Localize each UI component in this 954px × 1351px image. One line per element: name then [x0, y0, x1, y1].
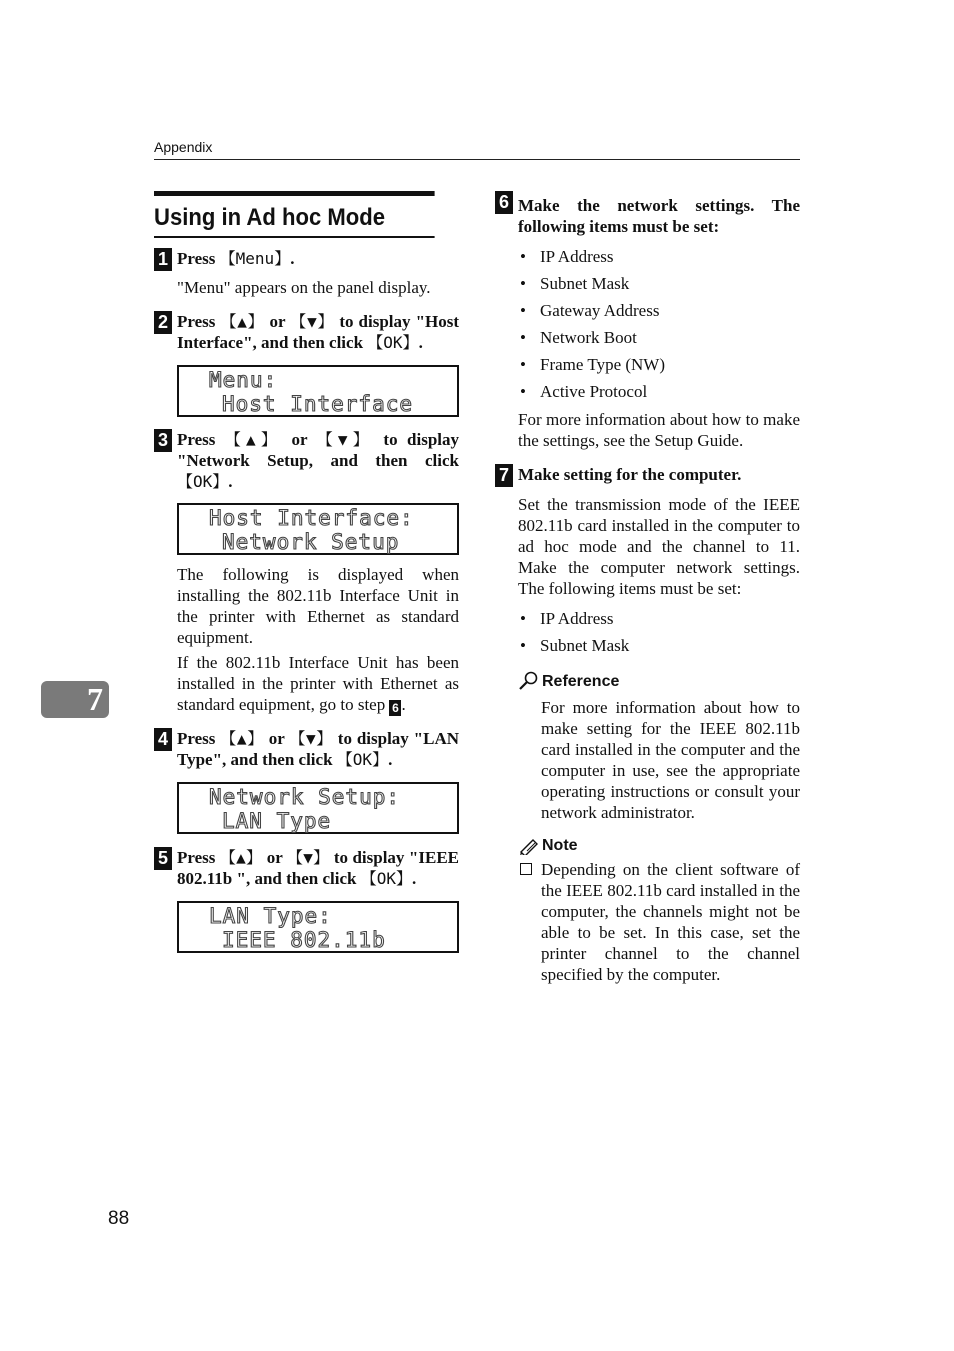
step-body: The following is displayed when installing the 802.11b Interface Unit in the printer with Ethernet as standard equipment. — [177, 565, 459, 647]
chapter-tab: 7 — [41, 681, 109, 718]
lcd-line-2: LAN Type — [222, 809, 332, 833]
lcd-line-1: Network Setup: — [209, 785, 401, 809]
step-1 — [154, 248, 459, 298]
lcd-panel — [177, 782, 459, 834]
reference-body: For more information about how to make setting for the IEEE 802.11b card installed in the computer and the computer in use, see the appropriate operating instructions or consult your network administrator. — [541, 698, 800, 822]
lcd-line-1: Menu: — [209, 368, 278, 392]
step-7 — [495, 464, 800, 985]
step-2 — [154, 311, 459, 417]
step-instruction: Press 【▲】 or 【▼】 to display "Network Setup, and then click 【OK】. — [177, 430, 459, 491]
list-item: • Gateway Address — [518, 297, 800, 324]
step-number: 7 — [495, 464, 513, 487]
left-column — [154, 191, 459, 953]
lcd-line-2: Host Interface — [222, 392, 414, 416]
lcd-line-2: IEEE 802.11b — [222, 928, 386, 952]
down-key: 【▼】 — [286, 848, 330, 867]
lcd-panel — [177, 365, 459, 417]
step-4 — [154, 728, 459, 834]
pencil-icon — [518, 837, 540, 855]
checkbox-icon — [520, 863, 532, 875]
down-key: 【▼】 — [289, 729, 333, 748]
note-item — [518, 859, 800, 985]
note-heading — [518, 837, 800, 855]
down-key: 【▼】 — [290, 312, 335, 331]
down-key: 【▼】 — [316, 430, 374, 449]
reference-heading — [518, 671, 800, 691]
step-number: 5 — [154, 847, 172, 870]
ok-key: 【OK】 — [177, 472, 229, 491]
lcd-line-2: Network Setup — [222, 530, 400, 554]
list-item: • Frame Type (NW) — [518, 351, 800, 378]
step-instruction: Press 【Menu】. — [177, 249, 295, 268]
right-column — [495, 191, 800, 985]
up-key: 【▲】 — [224, 430, 283, 449]
step-body: For more information about how to make the settings, see the Setup Guide. — [518, 410, 800, 450]
step-instruction: Make setting for the computer. — [518, 465, 742, 484]
header-rule — [154, 159, 800, 160]
step-instruction: Make the network settings. The following items must be set: — [518, 196, 800, 236]
step-ref-badge: 6 — [389, 700, 401, 716]
step-number: 2 — [154, 311, 172, 334]
section-title: Using in Ad hoc Mode — [154, 191, 435, 238]
list-item: • Active Protocol — [518, 378, 800, 405]
lcd-line-1: Host Interface: — [209, 506, 414, 530]
step-3 — [154, 429, 459, 716]
step-instruction: Press 【▲】 or 【▼】 to display "IEEE 802.11b ", and then click 【OK】. — [177, 848, 459, 888]
lcd-panel — [177, 901, 459, 953]
running-head: Appendix — [154, 139, 213, 155]
ok-key: 【OK】 — [360, 869, 413, 888]
step-6 — [495, 191, 800, 451]
step-number: 4 — [154, 728, 172, 751]
step-5 — [154, 847, 459, 953]
reference-label: Reference — [542, 673, 620, 690]
lcd-panel — [177, 503, 459, 555]
required-items-list — [518, 243, 800, 405]
list-item: • IP Address — [518, 243, 800, 270]
note-label: Note — [542, 837, 578, 854]
step-number: 1 — [154, 248, 172, 271]
list-item: • Network Boot — [518, 324, 800, 351]
list-item: • IP Address — [518, 605, 800, 632]
required-items-list — [518, 605, 800, 659]
step-body: If the 802.11b Interface Unit has been installed in the printer with Ethernet as standard equipment, go to step 6 . — [177, 653, 459, 715]
magnifier-icon — [518, 671, 540, 691]
list-item: • Subnet Mask — [518, 270, 800, 297]
step-body: "Menu" appears on the panel display. — [177, 278, 431, 297]
ok-key: 【OK】 — [336, 750, 389, 769]
menu-key: 【Menu】 — [219, 249, 291, 268]
list-item: • Subnet Mask — [518, 632, 800, 659]
up-key: 【▲】 — [220, 312, 265, 331]
page-number: 88 — [108, 1208, 130, 1229]
note-body: Depending on the client software of the IEEE 802.11b card installed in the computer, the channels might not be able to be set. In this case, set the printer channel to the channel specified by the computer. — [541, 860, 800, 984]
step-number: 3 — [154, 429, 172, 452]
step-body: Set the transmission mode of the IEEE 802.11b card installed in the computer to ad hoc mode and the channel to 11. Make the computer network settings. The following items must be set: — [518, 495, 800, 598]
ok-key: 【OK】 — [367, 333, 419, 352]
up-key: 【▲】 — [219, 848, 263, 867]
up-key: 【▲】 — [220, 729, 264, 748]
lcd-line-1: LAN Type: — [209, 904, 332, 928]
step-instruction: Press 【▲】 or 【▼】 to display "LAN Type", and then click 【OK】. — [177, 729, 460, 769]
step-instruction: Press 【▲】 or 【▼】 to display "Host Interface", and then click 【OK】. — [177, 312, 460, 352]
step-number: 6 — [495, 191, 513, 214]
